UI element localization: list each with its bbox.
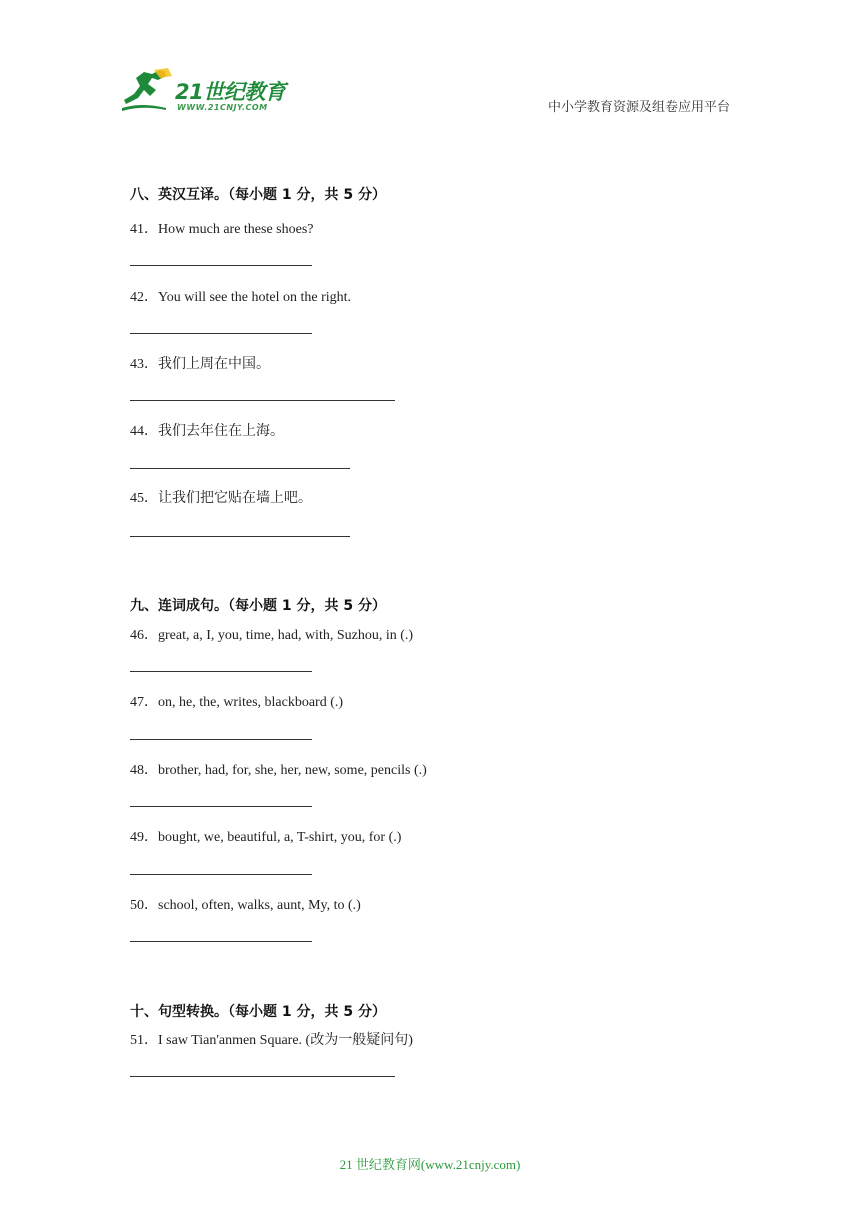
section-title: 八、英汉互译。（每小题 1 分，共 5 分） [130,187,386,203]
answer-line[interactable] [130,671,312,672]
answer-line[interactable] [130,739,312,740]
section-title: 九、连词成句。（每小题 1 分，共 5 分） [130,598,386,614]
section-title: 十、句型转换。（每小题 1 分，共 5 分） [130,1004,386,1020]
header-tagline: 中小学教育资源及组卷应用平台 [547,99,730,114]
answer-line[interactable] [130,265,312,266]
footer-text: 21 世纪教育网(www.21cnjy.com) [339,1157,521,1172]
brand-url: WWW.21CNJY.COM [177,103,268,112]
brand-name: 21世纪教育 [175,80,286,104]
question: 46．great, a, I, you, time, had, with, Suzhou, in (.) [130,628,414,643]
answer-line[interactable] [130,536,350,537]
answer-line[interactable] [130,333,312,334]
question: 49．bought, we, beautiful, a, T-shirt, you, for (.) [130,830,402,845]
question: 44．我们去年住在上海。 [130,424,284,439]
question: 43．我们上周在中国。 [130,357,270,372]
question: 45．让我们把它贴在墙上吧。 [130,491,312,506]
answer-line[interactable] [130,941,312,942]
answer-line[interactable] [130,874,312,875]
question: 51．I saw Tian'anmen Square. (改为一般疑问句) [130,1033,413,1048]
answer-line[interactable] [130,806,312,807]
answer-line[interactable] [130,400,395,401]
question: 42．You will see the hotel on the right. [130,290,352,305]
question: 48．brother, had, for, she, her, new, some, pencils (.) [130,763,427,778]
logo [122,68,292,116]
question: 47．on, he, the, writes, blackboard (.) [130,695,344,710]
question: 41．How much are these shoes? [130,222,314,237]
answer-line[interactable] [130,468,350,469]
answer-line[interactable] [130,1076,395,1077]
runner-logo-icon [122,68,176,114]
question: 50．school, often, walks, aunt, My, to (.) [130,898,361,913]
